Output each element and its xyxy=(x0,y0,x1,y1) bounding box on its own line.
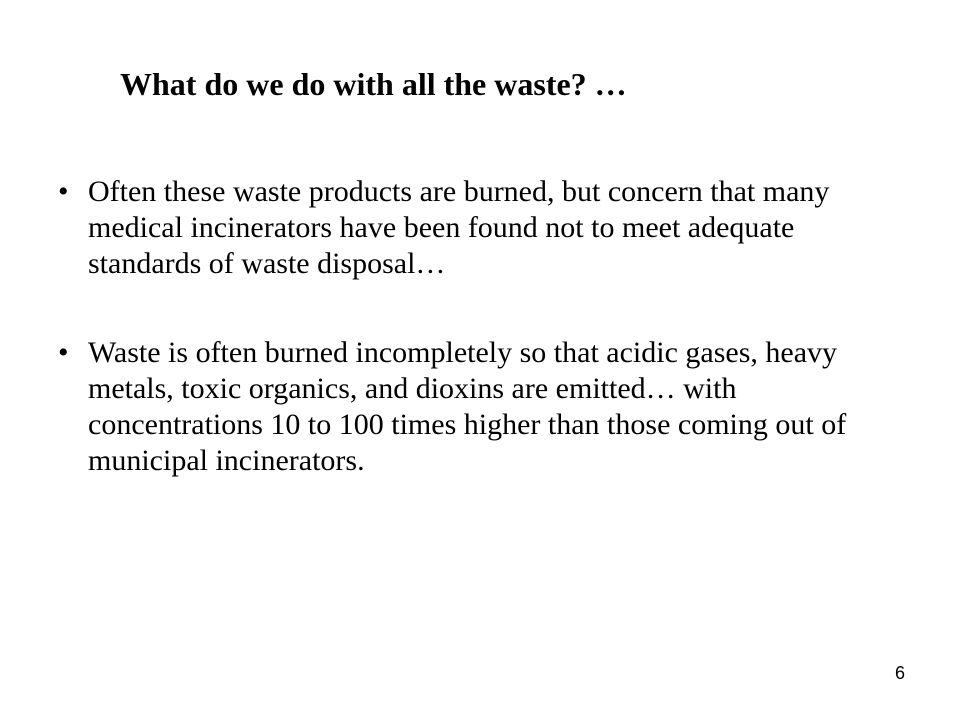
bullet-text: Waste is often burned incompletely so that acidic gases, heavy metals, toxic organics, and dioxins are emitted… with concentrations 10 to 100 times higher than those coming out of municipal incinerators. xyxy=(88,336,847,477)
slide-title: What do we do with all the waste? … xyxy=(120,66,627,102)
bullet-icon: • xyxy=(58,175,69,208)
bullet-item xyxy=(58,174,904,282)
bullet-icon: • xyxy=(58,336,69,369)
bullet-item xyxy=(58,335,904,479)
bullet-list xyxy=(58,174,904,532)
slide-number: 6 xyxy=(894,663,905,683)
bullet-text: Often these waste products are burned, but concern that many medical incinerators have been found not to meet adequate standards of waste disposal… xyxy=(88,175,830,280)
